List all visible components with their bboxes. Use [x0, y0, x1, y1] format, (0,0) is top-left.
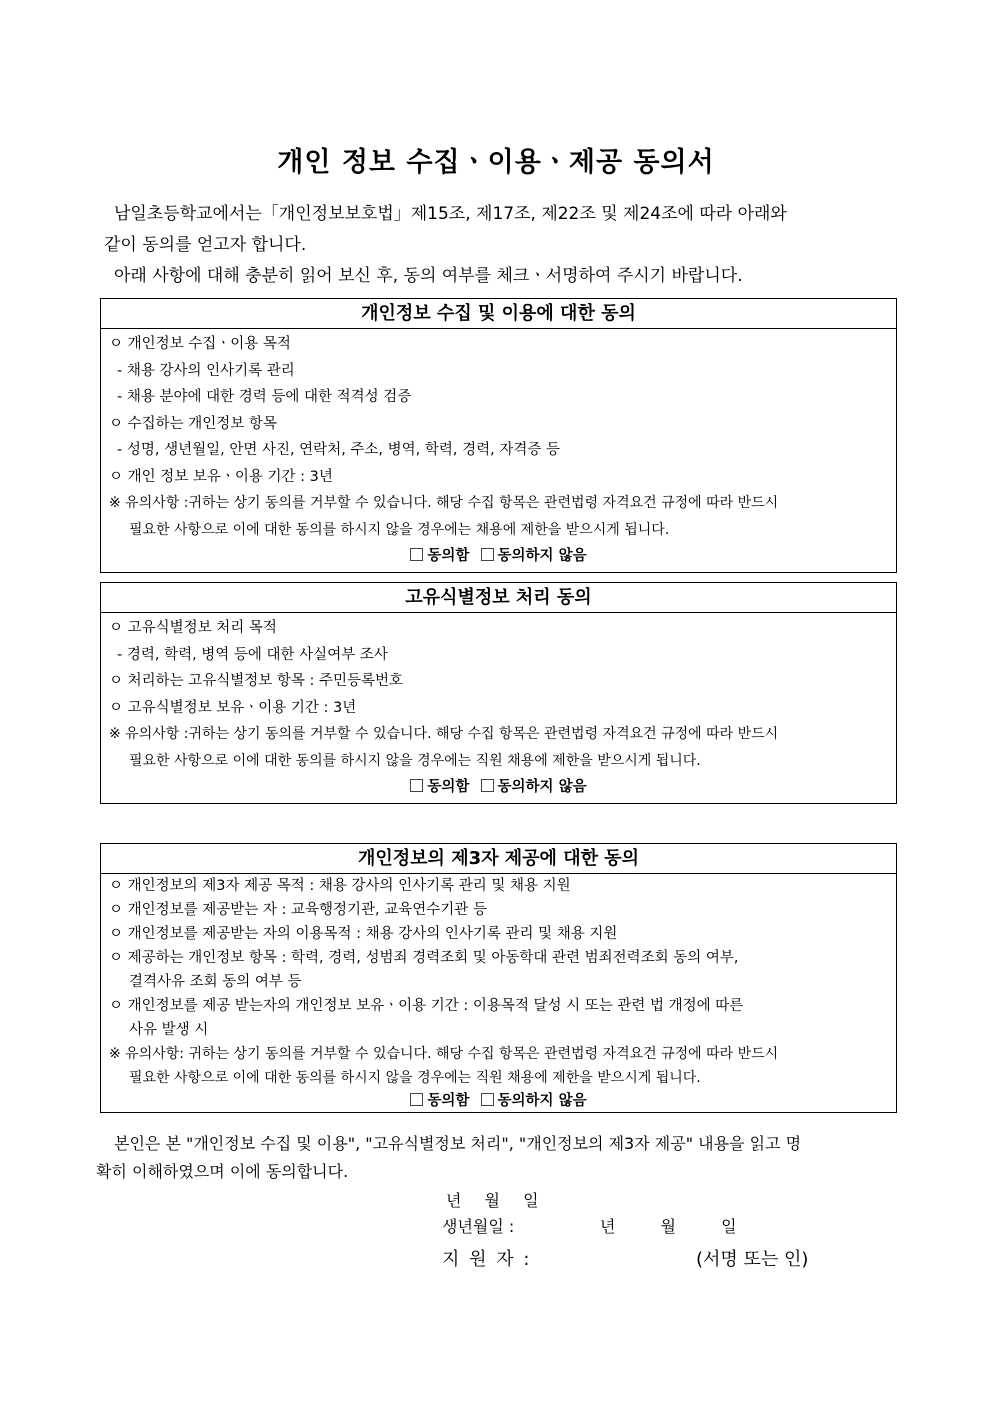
birthdate-label: 생년월일 :: [442, 1217, 515, 1236]
agree-checkbox[interactable]: [410, 779, 423, 792]
notice-line-1: ※ 유의사항: 귀하는 상기 동의를 거부할 수 있습니다. 해당 수집 항목은 관련법령 자격요건 규정에 따라 반드시: [109, 1046, 779, 1062]
agree-checkbox[interactable]: [410, 548, 423, 561]
notice-line-1: ※ 유의사항 :귀하는 상기 동의를 거부할 수 있습니다. 해당 수집 항목은 관련법령 자격요건 규정에 따라 반드시: [109, 495, 779, 511]
consent-box-collection: [100, 298, 897, 573]
list-item: ㅇ 고유식별정보 보유ㆍ이용 기간 : 3년: [109, 699, 357, 716]
intro-line-2: 같이 동의를 얻고자 합니다.: [104, 235, 307, 255]
disagree-checkbox[interactable]: [481, 779, 494, 792]
notice-line-2: 필요한 사항으로 이에 대한 동의를 하시지 않을 경우에는 직원 채용에 제한을 받으시게 됩니다.: [129, 752, 701, 769]
agree-label: 동의함: [427, 1093, 470, 1109]
list-item: - 채용 분야에 대한 경력 등에 대한 적격성 검증: [117, 389, 412, 405]
disagree-checkbox[interactable]: [481, 548, 494, 561]
list-item-cont: 사유 발생 시: [129, 1022, 209, 1038]
intro-line-1: 남일초등학교에서는「개인정보보호법」제15조, 제17조, 제22조 및 제24조에 따라 아래와: [114, 204, 787, 224]
list-item: - 채용 강사의 인사기록 관리: [117, 362, 295, 379]
disagree-checkbox[interactable]: [481, 1093, 494, 1106]
list-item: ㅇ 제공하는 개인정보 항목 : 학력, 경력, 성범죄 경력조회 및 아동학대 관련 범죄전력조회 동의 여부,: [109, 950, 739, 966]
list-item: ㅇ 개인정보를 제공 받는자의 개인정보 보유ㆍ이용 기간 : 이용목적 달성 시 또는 관련 법 개정에 따른: [109, 998, 744, 1014]
list-item: ㅇ 개인정보의 제3자 제공 목적 : 채용 강사의 인사기록 관리 및 채용 지원: [109, 878, 571, 894]
consent-choices: [109, 543, 888, 569]
notice-line-2: 필요한 사항으로 이에 대한 동의를 하시지 않을 경우에는 직원 채용에 제한을 받으시게 됩니다.: [129, 1070, 701, 1086]
list-item: - 경력, 학력, 병역 등에 대한 사실여부 조사: [117, 646, 388, 663]
applicant-label: 지 원 자 :: [442, 1249, 532, 1270]
list-item: ㅇ 개인정보 수집ㆍ이용 목적: [109, 336, 291, 352]
list-item-cont: 결격사유 조회 동의 여부 등: [129, 974, 302, 990]
agree-label: 동의함: [427, 548, 470, 564]
list-item: ㅇ 처리하는 고유식별정보 항목 : 주민등록번호: [109, 673, 404, 689]
intro: [104, 199, 894, 292]
list-item: - 성명, 생년월일, 안면 사진, 연락처, 주소, 병역, 학력, 경력, 자격증 등: [117, 442, 560, 458]
section-header: 고유식별정보 처리 동의: [101, 583, 896, 613]
consent-box-third-party: [100, 843, 897, 1113]
list-item: ㅇ 개인정보를 제공받는 자 : 교육행정기관, 교육연수기관 등: [109, 902, 487, 918]
statement-line-2: 확히 이해하였으며 이에 동의합니다.: [96, 1162, 349, 1181]
consent-choices: [109, 1090, 888, 1112]
consent-box-unique-id: [100, 582, 897, 804]
disagree-label: 동의하지 않음: [497, 1093, 587, 1109]
consent-statement: [96, 1130, 901, 1186]
notice-line-1: ※ 유의사항 :귀하는 상기 동의를 거부할 수 있습니다. 해당 수집 항목은 관련법령 자격요건 규정에 따라 반드시: [109, 726, 779, 742]
disagree-label: 동의하지 않음: [497, 548, 587, 564]
disagree-label: 동의하지 않음: [497, 779, 587, 795]
signature-field[interactable]: (서명 또는 인): [696, 1249, 809, 1270]
intro-line-3: 아래 사항에 대해 충분히 읽어 보신 후, 동의 여부를 체크ㆍ서명하여 주시기 바랍니다.: [114, 266, 743, 286]
agree-checkbox[interactable]: [410, 1093, 423, 1106]
consent-choices: [109, 774, 888, 800]
statement-line-1: 본인은 본 "개인정보 수집 및 이용", "고유식별정보 처리", "개인정보의 제3자 제공" 내용을 읽고 명: [114, 1134, 802, 1153]
list-item: ㅇ 수집하는 개인정보 항목: [109, 415, 277, 432]
agree-label: 동의함: [427, 779, 470, 795]
list-item: ㅇ 개인 정보 보유ㆍ이용 기간 : 3년: [109, 468, 333, 485]
notice-line-2: 필요한 사항으로 이에 대한 동의를 하시지 않을 경우에는 채용에 제한을 받으시게 됩니다.: [129, 521, 670, 538]
list-item: ㅇ 고유식별정보 처리 목적: [109, 620, 277, 636]
section-header: 개인정보의 제3자 제공에 대한 동의: [101, 844, 896, 874]
list-item: ㅇ 개인정보를 제공받는 자의 이용목적 : 채용 강사의 인사기록 관리 및 채용 지원: [109, 926, 618, 942]
document-title: 개인 정보 수집ㆍ이용ㆍ제공 동의서: [277, 147, 715, 178]
signature-date: 년 월 일: [446, 1191, 539, 1210]
birthdate-value[interactable]: 년 월 일: [600, 1217, 737, 1236]
section-header: 개인정보 수집 및 이용에 대한 동의: [101, 299, 896, 329]
